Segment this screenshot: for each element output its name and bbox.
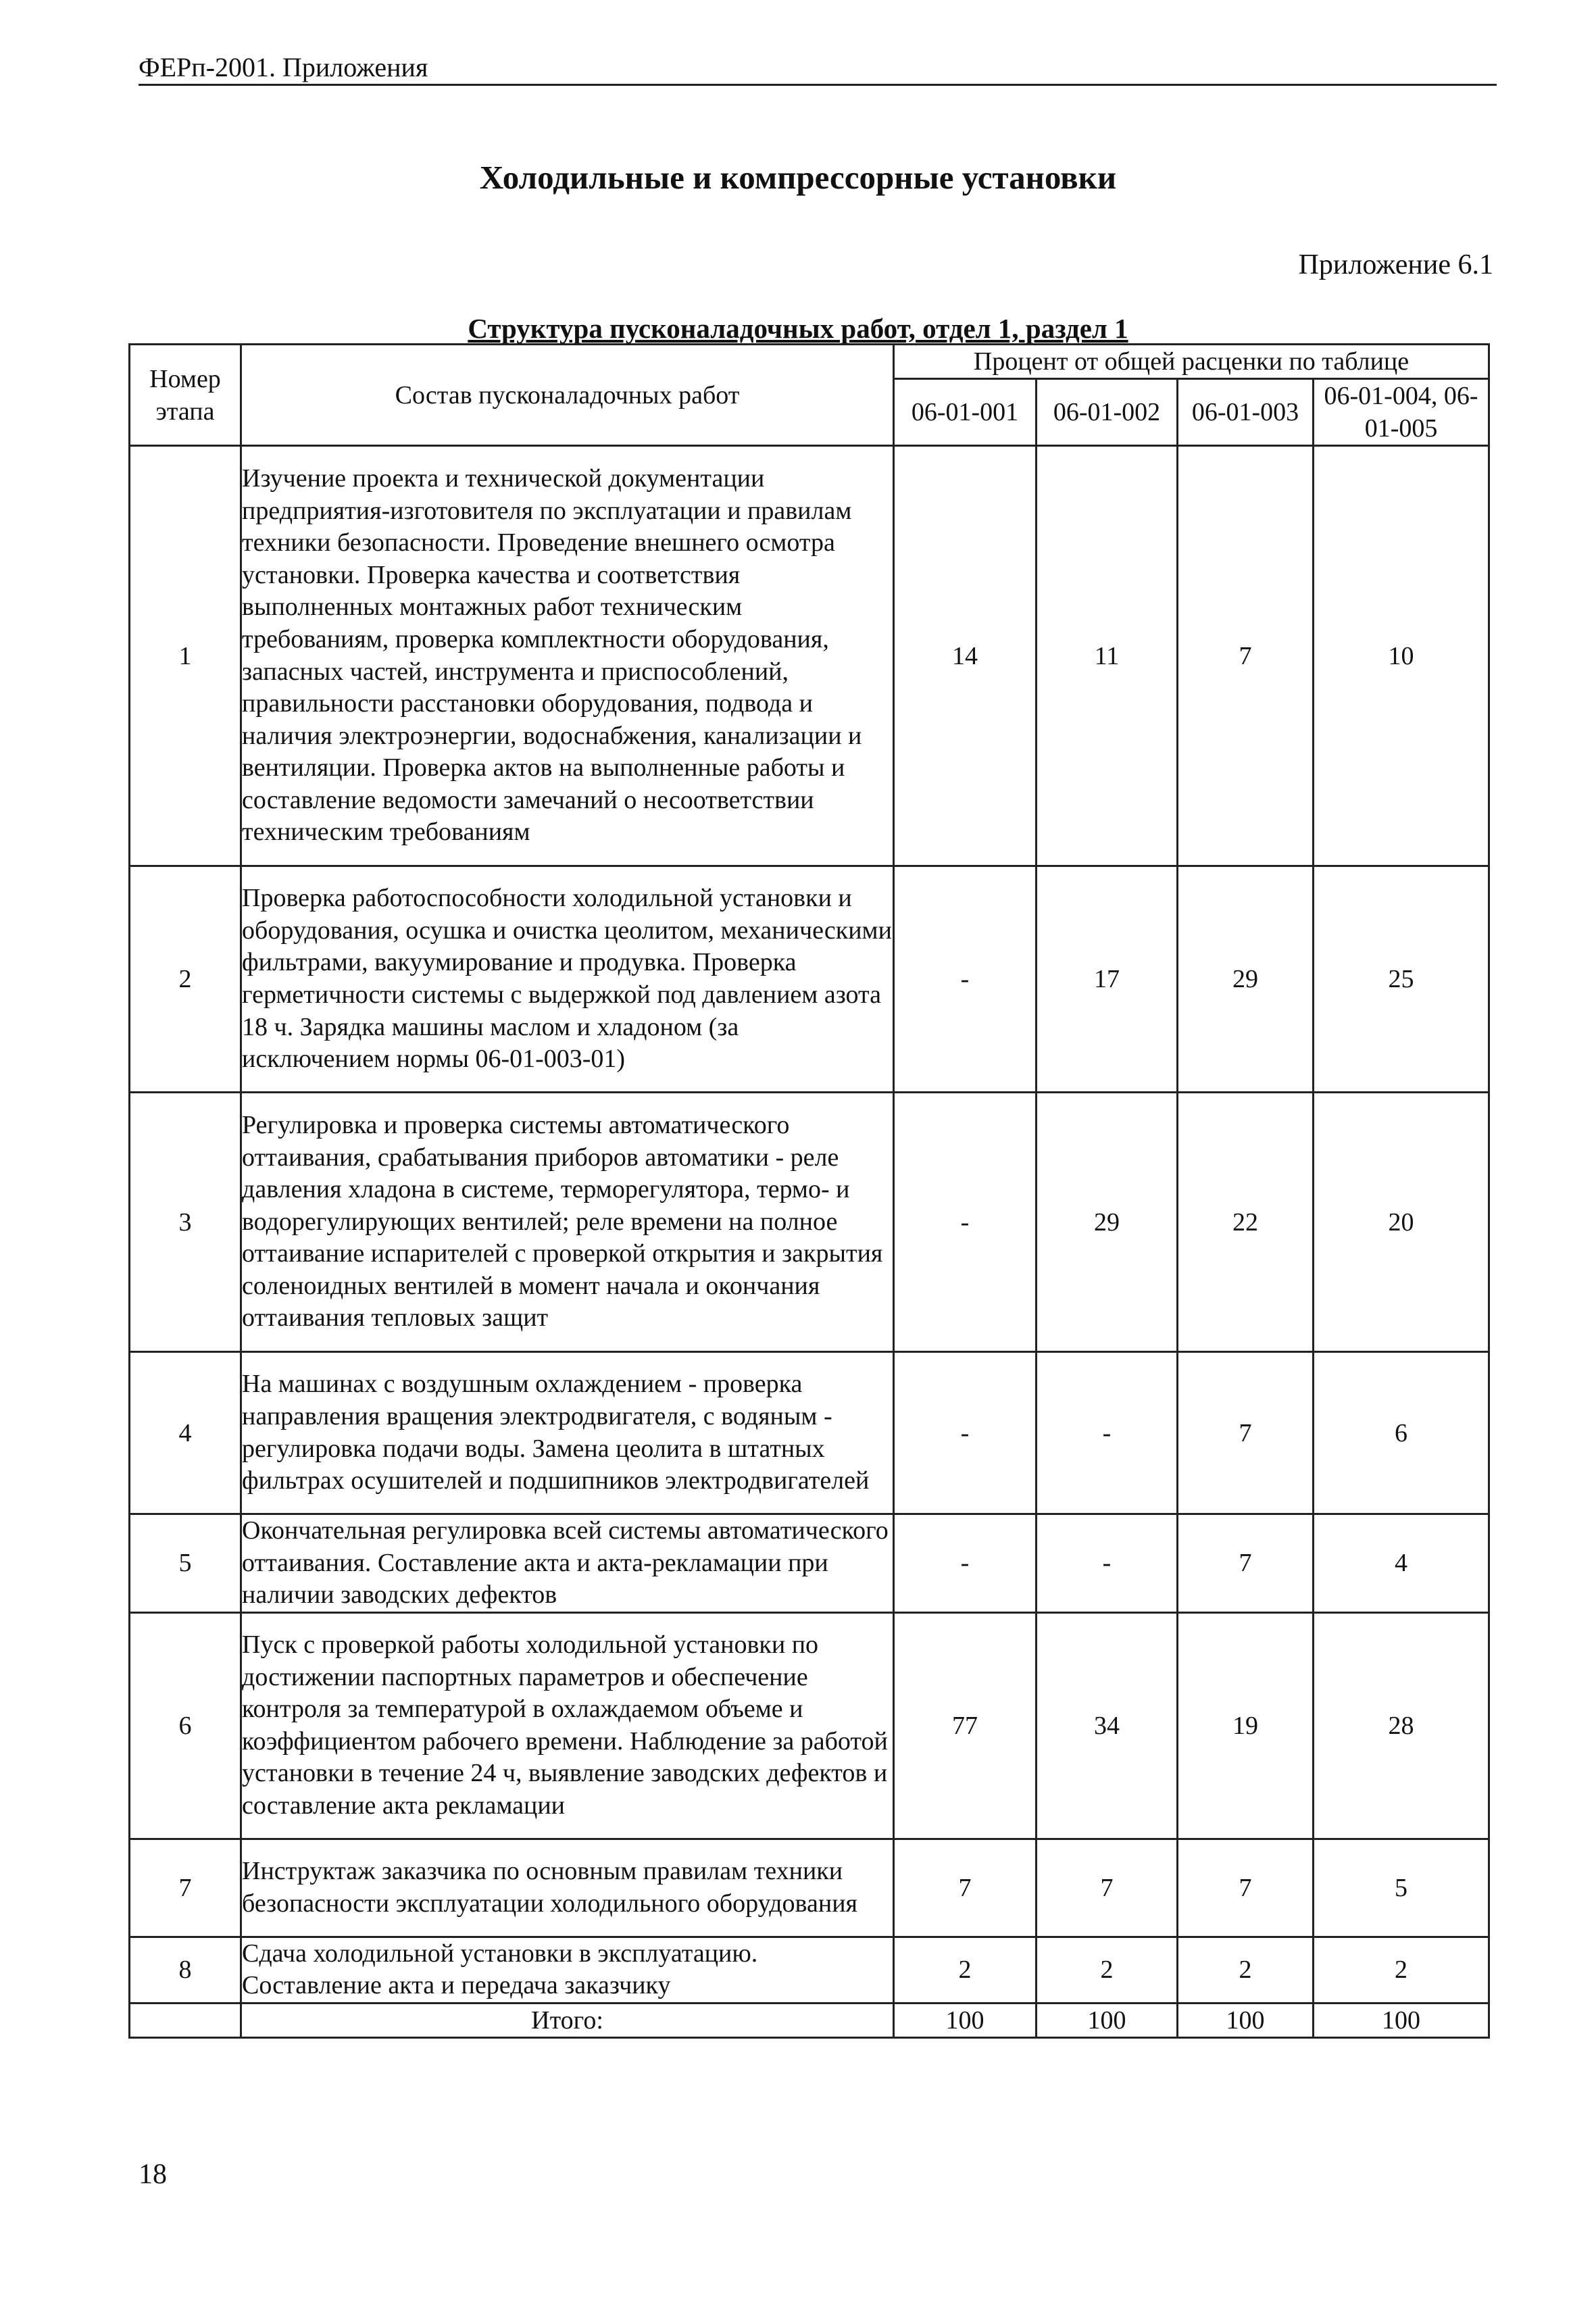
percent-value: -	[894, 1514, 1037, 1613]
table-header-row	[130, 345, 1489, 379]
percent-value: 6	[1314, 1352, 1489, 1514]
stage-description: Проверка работоспособности холодильной установки и оборудования, осушка и очистка цеолитом, механическими фильтрами, вакуумирование и продувка. Проверка герметичности системы с выдержкой под давлением азота 18 ч. Зарядка машины маслом и хладоном (за исключением нормы 06-01-003-01)	[241, 866, 894, 1093]
percent-value: -	[1037, 1514, 1178, 1613]
stage-number: 4	[130, 1352, 241, 1514]
total-value: 100	[894, 2003, 1037, 2037]
percent-value: -	[1037, 1352, 1178, 1514]
table-row	[130, 1514, 1489, 1613]
stage-number: 2	[130, 866, 241, 1093]
percent-value: 19	[1178, 1612, 1314, 1839]
stage-description: Изучение проекта и технической документации предприятия-изготовителя по эксплуатации и правилам техники безопасности. Проведение внешнего осмотра установки. Проверка качества и соответствия выполненных монтажных работ техническим требованиям, проверка комплектности оборудования, запасных частей, инструмента и приспособлений, правильности расстановки оборудования, подвода и наличия электроэнергии, водоснабжения, канализации и вентиляции. Проверка актов на выполненные работы и составление ведомости замечаний о несоответствии техническим требованиям	[241, 446, 894, 866]
percent-value: 14	[894, 446, 1037, 866]
stage-number: 1	[130, 446, 241, 866]
percent-value: 7	[894, 1839, 1037, 1937]
stage-description: Пуск с проверкой работы холодильной установки по достижении паспортных параметров и обеспечение контроля за температурой в охлаждаемом объеме и коэффициентом рабочего времени. Наблюдение за работой установки в течение 24 ч, выявление заводских дефектов и составление акта рекламации	[241, 1612, 894, 1839]
percent-value: 2	[1178, 1937, 1314, 2003]
stage-description: Регулировка и проверка системы автоматического оттаивания, срабатывания приборов автоматики - реле давления хладона в системе, терморегулятора, термо- и водорегулирующих вентилей; реле времени на полное оттаивание испарителей с проверкой открытия и закрытия соленоидных вентилей в момент начала и окончания оттаивания тепловых защит	[241, 1093, 894, 1352]
table-caption: Структура пусконаладочных работ, отдел 1, раздел 1	[468, 313, 1128, 344]
stage-description: Сдача холодильной установки в эксплуатацию. Составление акта и передача заказчику	[241, 1937, 894, 2003]
percent-value: 29	[1178, 866, 1314, 1093]
percent-value: -	[894, 1093, 1037, 1352]
header-code: 06-01-003	[1178, 379, 1314, 446]
percent-value: 77	[894, 1612, 1037, 1839]
percent-value: 4	[1314, 1514, 1489, 1613]
table-row	[130, 1937, 1489, 2003]
percent-value: 28	[1314, 1612, 1489, 1839]
percent-value: 22	[1178, 1093, 1314, 1352]
percent-value: 29	[1037, 1093, 1178, 1352]
table-row	[130, 1352, 1489, 1514]
header-percent-group: Процент от общей расценки по таблице	[894, 345, 1489, 379]
percent-value: 11	[1037, 446, 1178, 866]
stage-description: На машинах с воздушным охлаждением - проверка направления вращения электродвигателя, с водяным - регулировка подачи воды. Замена цеолита в штатных фильтрах осушителей и подшипников электродвигателей	[241, 1352, 894, 1514]
stage-number: 8	[130, 1937, 241, 2003]
table-total-row	[130, 2003, 1489, 2037]
percent-value: -	[894, 866, 1037, 1093]
table-row	[130, 1839, 1489, 1937]
appendix-label: Приложение 6.1	[1298, 249, 1493, 280]
table-row	[130, 1612, 1489, 1839]
total-value: 100	[1314, 2003, 1489, 2037]
total-label: Итого:	[241, 2003, 894, 2037]
percent-value: 7	[1178, 1352, 1314, 1514]
stage-description: Инструктаж заказчика по основным правилам техники безопасности эксплуатации холодильного оборудования	[241, 1839, 894, 1937]
percent-value: 7	[1178, 446, 1314, 866]
percent-value: 10	[1314, 446, 1489, 866]
stage-description: Окончательная регулировка всей системы автоматического оттаивания. Составление акта и акта-рекламации при наличии заводских дефектов	[241, 1514, 894, 1613]
total-stage-blank	[130, 2003, 241, 2037]
percent-value: 7	[1037, 1839, 1178, 1937]
header-description: Состав пусконаладочных работ	[241, 345, 894, 446]
header-stage: Номер этапа	[130, 345, 241, 446]
percent-value: 34	[1037, 1612, 1178, 1839]
table-row	[130, 866, 1489, 1093]
header-code: 06-01-002	[1037, 379, 1178, 446]
stage-number: 5	[130, 1514, 241, 1613]
percent-value: 17	[1037, 866, 1178, 1093]
total-value: 100	[1178, 2003, 1314, 2037]
header-code: 06-01-004, 06-01-005	[1314, 379, 1489, 446]
percent-value: 5	[1314, 1839, 1489, 1937]
percent-value: 7	[1178, 1839, 1314, 1937]
stage-number: 7	[130, 1839, 241, 1937]
percent-value: 20	[1314, 1093, 1489, 1352]
page-title: Холодильные и компрессорные установки	[479, 159, 1117, 196]
table-row	[130, 1093, 1489, 1352]
percent-value: -	[894, 1352, 1037, 1514]
percent-value: 2	[894, 1937, 1037, 2003]
stage-number: 6	[130, 1612, 241, 1839]
header-code: 06-01-001	[894, 379, 1037, 446]
total-value: 100	[1037, 2003, 1178, 2037]
percent-value: 2	[1314, 1937, 1489, 2003]
table-row	[130, 446, 1489, 866]
page-number: 18	[139, 2159, 167, 2190]
percent-value: 2	[1037, 1937, 1178, 2003]
stage-number: 3	[130, 1093, 241, 1352]
header-rule	[139, 84, 1497, 86]
commissioning-structure-table	[128, 343, 1490, 2039]
percent-value: 25	[1314, 866, 1489, 1093]
running-header: ФЕРп-2001. Приложения	[139, 52, 428, 82]
percent-value: 7	[1178, 1514, 1314, 1613]
